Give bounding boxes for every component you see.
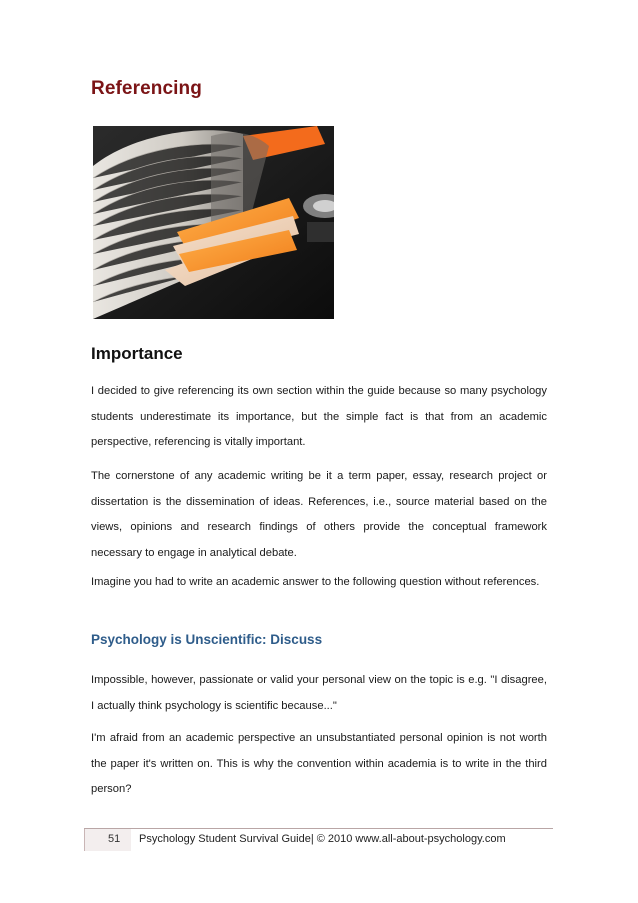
- paragraph-1: I decided to give referencing its own section within the guide because so many psychology students underestimate its importance, but the simple fact is that from an academic perspective, referencing is vitally important.: [91, 385, 547, 448]
- subheading: Psychology is Unscientific: Discuss: [91, 632, 323, 647]
- page-heading: Referencing: [91, 78, 202, 99]
- paragraph-4: Impossible, however, passionate or valid your personal view on the topic is e.g. "I disagree, I actually think psychology is scientific because...": [91, 674, 547, 712]
- paragraph-2: The cornerstone of any academic writing be it a term paper, essay, research project or dissertation is the dissemination of ideas. References, i.e., source material based on the views, opinions and research findings of others provide the conceptual framework necessary to engage in analytical debate.: [91, 470, 547, 559]
- footer-divider: [84, 828, 553, 829]
- book-photo-illustration: [93, 126, 334, 319]
- paragraph-3: Imagine you had to write an academic answer to the following question without references.: [91, 576, 540, 588]
- book-bookmarks-photo: [93, 126, 334, 319]
- paragraph-5: I'm afraid from an academic perspective an unsubstantiated personal opinion is not worth the paper it's written on. This is why the convention within academia is to write in the third person?: [91, 732, 547, 795]
- footer-text: Psychology Student Survival Guide| © 2010 www.all-about-psychology.com: [139, 833, 506, 845]
- footer-page-number: 51: [108, 833, 121, 845]
- section-heading: Importance: [91, 344, 183, 363]
